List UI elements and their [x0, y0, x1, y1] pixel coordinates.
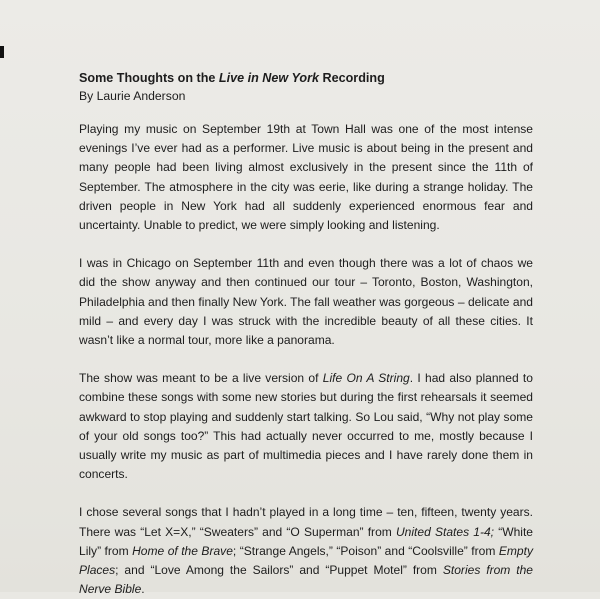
- page-edge-mark: [0, 46, 4, 58]
- paragraph-4: [79, 503, 533, 599]
- paragraph-4-text-end: .: [141, 582, 145, 597]
- title-text: Some Thoughts on the: [79, 71, 219, 85]
- paragraph-3: [79, 369, 533, 484]
- paragraph-3-text: The show was meant to be a live version of: [79, 371, 323, 386]
- title-italic: Live in New York: [218, 71, 320, 85]
- paragraph-4-text: ; “Strange Angels,” “Poison” and “Coolsville” from: [232, 543, 499, 558]
- album-title-united-states: United States 1-4;: [395, 524, 495, 539]
- title-text-end: Recording: [319, 71, 385, 85]
- album-title-stories-from-the-nerve-bible: Stories from the Nerve Bible: [79, 563, 534, 597]
- paragraph-4-text: ; and “Love Among the Sailors” and “Puppet Motel” from: [115, 563, 443, 578]
- paragraph-4-text: I chose several songs that I hadn’t played in a long time – ten, fifteen, twenty years. There was “Let X=X,” “Sweaters” and “O Superman” from: [79, 505, 533, 539]
- paragraph-1: Playing my music on September 19th at Town Hall was one of the most intense evenings I’ve ever had as a performer. Live music is about being in the present and many people had been living almost exclusively in the present since the 11th of September. The atmosphere in the city was eerie, like during a strange holiday. The driven people in New York had all suddenly experienced enormous fear and uncertainty. Unable to predict, we were simply looking and listening.: [79, 122, 533, 233]
- album-title-home-of-the-brave: Home of the Brave: [132, 543, 233, 558]
- paragraph-2: I was in Chicago on September 11th and even though there was a lot of chaos we did the show anyway and then continued our tour – Toronto, Boston, Washington, Philadelphia and then finally New York. The fall weather was gorgeous – delicate and mild – and every day I was struck with the incredible beauty of all these cities. It wasn’t like a normal tour, more like a panorama.: [79, 256, 533, 348]
- article-title: [79, 70, 533, 86]
- paragraph-4-text: “White Lily” from: [79, 524, 533, 558]
- album-title-life-on-a-string: Life On A String: [322, 371, 410, 386]
- album-title-empty-places: Empty Places: [79, 543, 533, 578]
- byline: By Laurie Anderson: [79, 89, 186, 103]
- paragraph-3-text-end: . I had also planned to combine these songs with some new stories but during the first rehearsals it seemed awkward to stop playing and suddenly start talking. So Lou said, “Why not play some of your old songs too?” This had actually never occurred to me, mostly because I usually write my music as part of multimedia pieces and I have rarely done them in concerts.: [79, 371, 533, 482]
- article: [79, 70, 533, 599]
